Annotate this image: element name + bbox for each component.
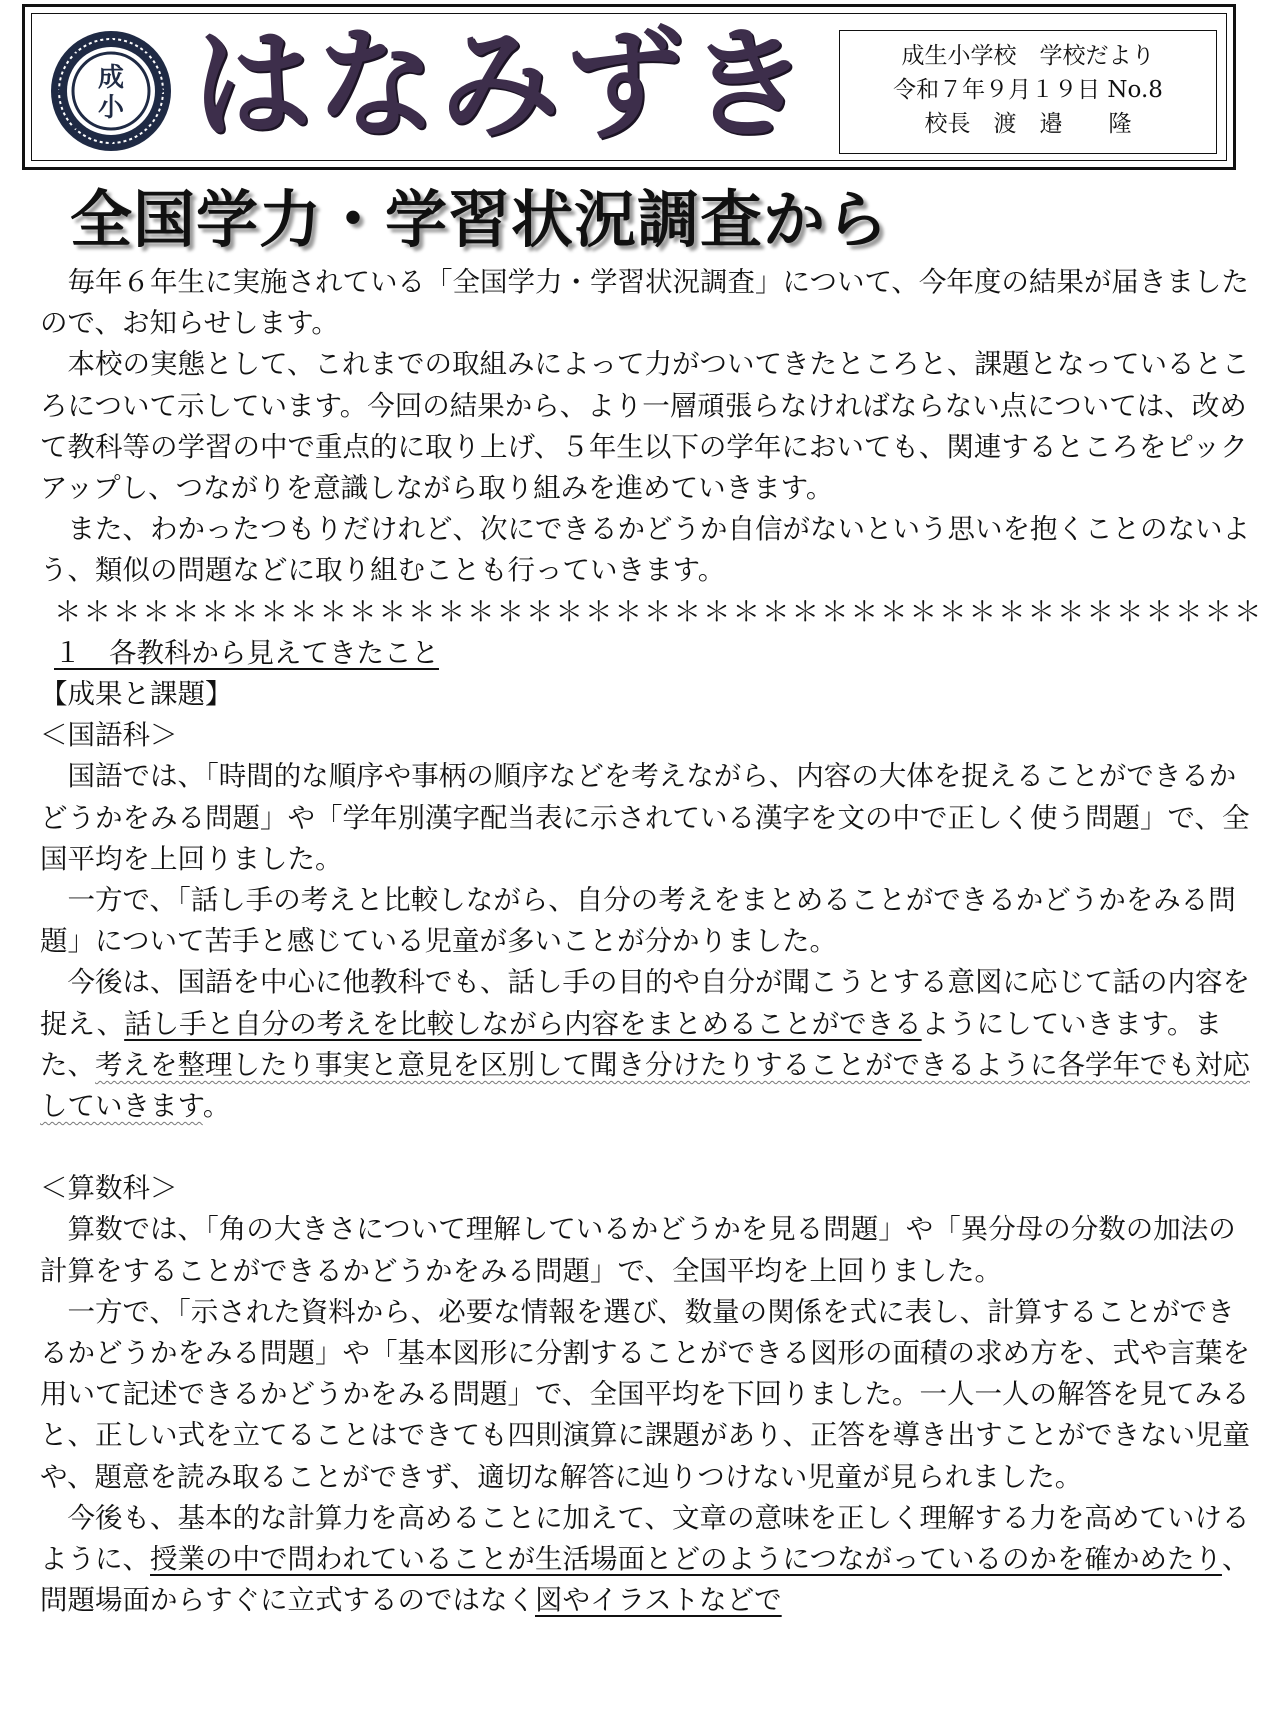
math-p3-text-a: 今後も、基本的な計算力を高めることに加えて、文章の意味を正しく理解する力を高めていけるように、 [40, 1501, 1250, 1576]
math-p3-underline-1: 授業の中で問われていることが生活場面とどのようにつながっているのかを確かめたり [150, 1543, 1222, 1576]
japanese-paragraph-3 [40, 962, 1250, 1127]
math-paragraph-2: 一方で、「示された資料から、必要な情報を選び、数量の関係を式に表し、計算することができるかどうかをみる問題」や「基本図形に分割することができる図形の面積の求め方を、式や言葉を用いて記述できるかどうかをみる問題」で、全国平均を下回りました。一人一人の解答を見てみると、正しい式を立てることはできても四則演算に課題があり、正答を導き出すことができない児童や、題意を読み取ることができず、適切な解答に辿りつけない児童が見られました。 [40, 1295, 1250, 1493]
math-paragraph-3 [40, 1498, 1250, 1622]
math-paragraph-1: 算数では、「角の大きさについて理解しているかどうかを見る問題」や「異分母の分数の加法の計算をすることができるかどうかをみる問題」で、全国平均を上回りました。 [40, 1213, 1236, 1287]
masthead [22, 4, 1236, 170]
section-heading-wrap [40, 633, 1250, 674]
asterisk-divider: ＊＊＊＊＊＊＊＊＊＊＊＊＊＊＊＊＊＊＊＊＊＊＊＊＊＊＊＊＊＊＊＊＊＊＊＊＊＊＊＊＊ [54, 595, 1264, 628]
svg-text:小: 小 [97, 93, 125, 123]
japanese-p3-underline-2: 考えを整理したり事実と意見を区別して聞き分けたりすることができるように各学年でも対応していきます [40, 1048, 1250, 1123]
japanese-subject-label: ＜国語科＞ [40, 719, 178, 752]
japanese-p3-text-c: 。 [202, 1090, 231, 1123]
masthead-inner-border [31, 13, 1227, 161]
math-p3-underline-2: 図やイラストなどで [535, 1584, 782, 1617]
article-body [40, 262, 1264, 1622]
japanese-p3-text-a: 今後は、国語を中心に他教科でも、話し手の目的や自分が聞こうとする意図に応じて話の内容を捉え、 [40, 966, 1250, 1040]
date-line: 令和７年９月１９日 No.8 [893, 77, 1163, 103]
page-headline: 全国学力・学習状況調査から [70, 183, 890, 256]
intro-paragraph-1: 毎年６年生に実施されている「全国学力・学習状況調査」について、今年度の結果が届きましたので、お知らせします。 [40, 266, 1249, 340]
newsletter-title: はなみずき [192, 16, 812, 155]
intro-paragraph-2: 本校の実態として、これまでの取組みによって力がついてきたところと、課題となっているところについて示しています。今回の結果から、より一層頑張らなければならない点については、改めて教科等の学習の中で重点的に取り上げ、５年生以下の学年においても、関連するところをピックアップし、つながりを意識しながら取り組みを進めていきます。 [40, 348, 1250, 505]
japanese-paragraph-1: 国語では、「時間的な順序や事柄の順序などを考えながら、内容の大体を捉えることができるかどうかをみる問題」や「学年別漢字配当表に示されている漢字を文の中で正しく使う問題」で、全国平均を上回りました。 [40, 760, 1250, 875]
japanese-paragraph-2: 一方で、「話し手の考えと比較しながら、自分の考えをまとめることができるかどうかをみる問題」について苦手と感じている児童が多いことが分かりました。 [40, 884, 1236, 958]
results-subheading: 【成果と課題】 [40, 678, 233, 711]
japanese-p3-text-b: ようにしていきます。また、 [40, 1007, 1222, 1081]
section-spacer [40, 1127, 1250, 1168]
school-emblem-icon [48, 28, 174, 154]
svg-text:成: 成 [97, 63, 125, 93]
section-heading: １ 各教科から見えてきたこと [54, 636, 439, 669]
intro-paragraph-3: また、わかったつもりだけれど、次にできるかどうか自信がないという思いを抱くことのないよう、類似の問題などに取り組むことも行っていきます。 [40, 513, 1250, 587]
japanese-p3-underline-1: 話し手と自分の考えを比較しながら内容をまとめることができる [124, 1007, 922, 1040]
math-subject-label: ＜算数科＞ [40, 1172, 178, 1205]
principal-line: 校長 渡 邉 隆 [924, 111, 1132, 137]
newsletter-info-box [839, 30, 1217, 154]
math-p3-text-b: 、問題場面からすぐに立式するのではなく [40, 1543, 1250, 1617]
school-line: 成生小学校 学校だより [901, 43, 1155, 69]
